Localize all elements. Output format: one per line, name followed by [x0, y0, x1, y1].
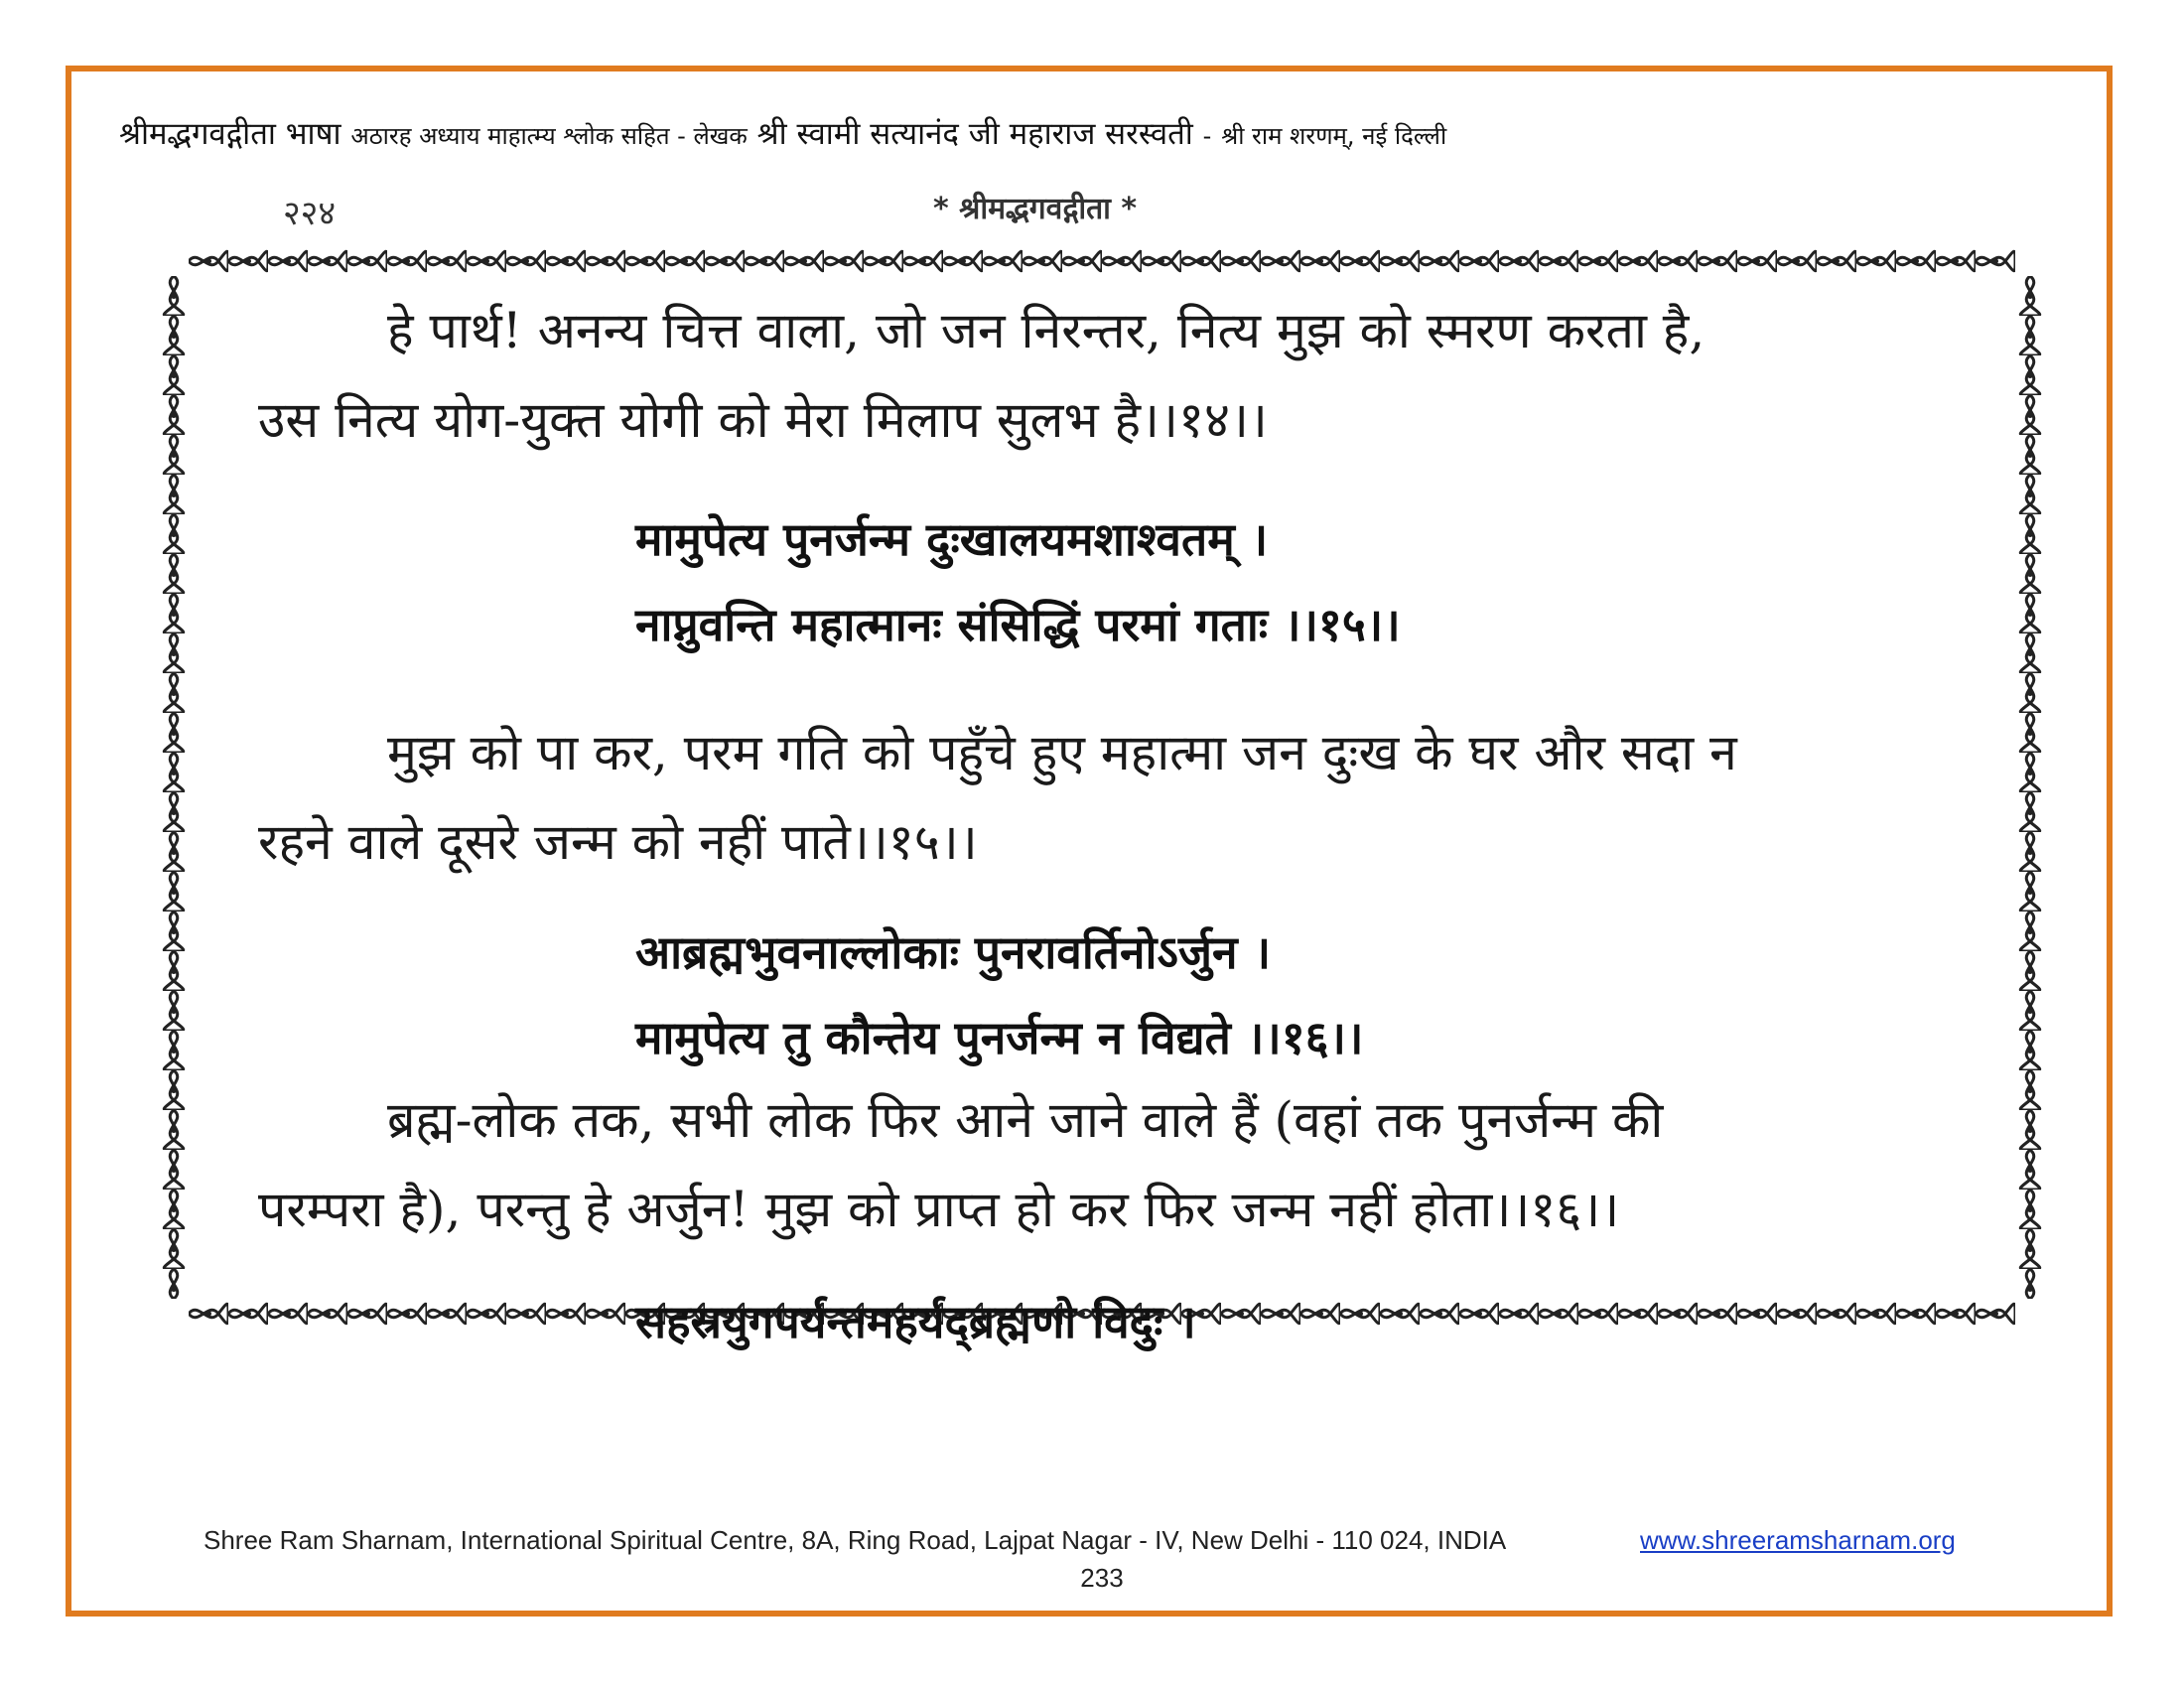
header-publisher: श्री राम शरणम्, नई दिल्ली: [1221, 122, 1447, 150]
header-title-sub: अठारह अध्याय माहात्म्य श्लोक सहित - लेखक: [350, 122, 748, 150]
paragraph-15-line-2: रहने वाले दूसरे जन्म को नहीं पाते।।१५।।: [258, 813, 978, 871]
paragraph-14-line-2: उस नित्य योग-युक्त योगी को मेरा मिलाप सुलभ है।।१४।।: [258, 391, 1268, 449]
footer-page-number: 233: [1080, 1563, 1124, 1593]
paragraph-16: [258, 1075, 1663, 1254]
verse-17: [258, 1279, 1196, 1364]
book-running-title: * श्रीमद्भगवद्गीता *: [933, 192, 1138, 226]
footer-address: Shree Ram Sharnam, International Spiritual Centre, 8A, Ring Road, Lajpat Nagar - IV, New Delhi - 110 024, INDIA: [204, 1525, 1507, 1555]
paragraph-15-line-1: मुझ को पा कर, परम गति को पहुँचे हुए महात्मा जन दुःख के घर और सदा न: [387, 724, 1737, 781]
header-author: श्री स्वामी सत्यानंद जी महाराज सरस्वती: [756, 116, 1193, 152]
paragraph-14: [258, 286, 1705, 465]
verse-15-line-1: मामुपेत्य पुनर्जन्म दुःखालयमशाश्वतम् ।: [635, 512, 1269, 566]
paragraph-16-line-2: परम्परा है), परन्तु हे अर्जुन! मुझ को प्राप्त हो कर फिर जन्म नहीं होता।।१६।।: [258, 1181, 1620, 1238]
paragraph-16-line-1: ब्रह्म-लोक तक, सभी लोक फिर आने जाने वाले हैं (वहां तक पुनर्जन्म की: [387, 1091, 1664, 1149]
header-separator: -: [1202, 122, 1212, 150]
verse-16: [258, 910, 1363, 1080]
ornamental-border-right: [2017, 276, 2043, 1299]
verse-16-line-1: आब्रह्मभुवनाल्लोकाः पुनरावर्तिनोऽर्जुन ।: [635, 925, 1272, 979]
footer-website-link[interactable]: www.shreeramsharnam.org: [1640, 1525, 1956, 1555]
verse-16-line-2: मामुपेत्य तु कौन्तेय पुनर्जन्म न विद्यते ।।१६।।: [635, 1011, 1364, 1064]
verse-17-line-1: सहस्रयुगपर्यन्तमहर्यद्ब्रह्मणो विदुः ।: [635, 1295, 1196, 1348]
paragraph-15: [258, 708, 1737, 887]
scanned-page: [149, 236, 2055, 1348]
running-header: [119, 114, 2065, 156]
ornamental-border-left: [161, 276, 187, 1299]
verse-15-line-2: नाप्नुवन्ति महात्मानः संसिद्धिं परमां गताः ।।१५।।: [635, 598, 1401, 651]
paragraph-14-line-1: हे पार्थ! अनन्य चित्त वाला, जो जन निरन्तर, नित्य मुझ को स्मरण करता है,: [387, 302, 1706, 359]
ornamental-border-top: [189, 248, 2015, 274]
verse-15: [258, 496, 1401, 667]
header-title-main: श्रीमद्भगवद्गीता भाषा: [119, 116, 341, 152]
book-page-number: २२४: [283, 194, 337, 233]
